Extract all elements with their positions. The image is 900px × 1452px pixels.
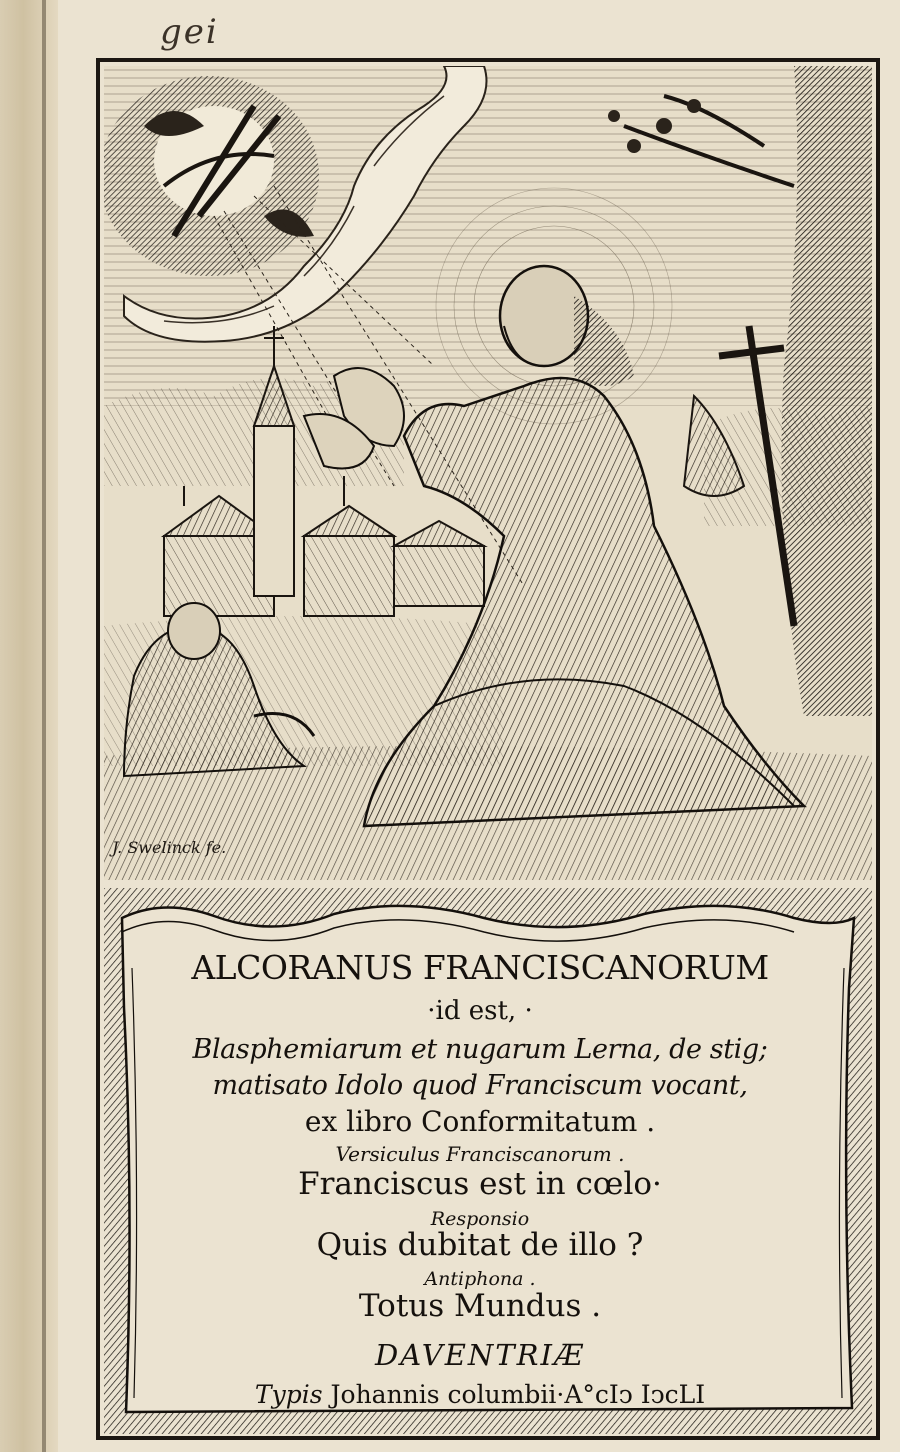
responsio-text: Quis dubitat de illo ? [316, 1227, 644, 1263]
imprint-typis: Typis [254, 1380, 323, 1409]
versiculus-text: Franciscus est in cœlo· [298, 1166, 662, 1202]
page-edge-shadow [42, 0, 46, 1452]
versiculus-heading: Versiculus Franciscanorum . [335, 1142, 625, 1166]
engraver-signature: J. Swelinck fe. [112, 838, 227, 857]
subtitle-line-2: matisato Idolo quod Franciscum vocant, [212, 1070, 748, 1101]
antiphona-text: Totus Mundus . [358, 1288, 602, 1324]
book-gutter [0, 0, 58, 1452]
imprint-line [130, 1380, 830, 1409]
subtitle-line-3: ex libro Conformitatum . [304, 1105, 656, 1138]
book-title: ALCORANUS FRANCISCANORUM [191, 948, 769, 987]
antiphona-heading: Antiphona . [424, 1268, 536, 1290]
subtitle-line-1: Blasphemiarum et nugarum Lerna, de stig; [192, 1034, 768, 1065]
imprint-printer-date: Johannis columbii·A°cIↄ IↄcLI [330, 1380, 706, 1409]
engraving-illustration [104, 66, 872, 880]
title-id-est: ·id est, · [427, 996, 533, 1026]
responsio-heading: Responsio [430, 1208, 530, 1230]
heavenly-vision [104, 76, 319, 276]
place-of-printing: DAVENTRIÆ [375, 1338, 585, 1372]
manuscript-annotation: gei [160, 12, 219, 52]
